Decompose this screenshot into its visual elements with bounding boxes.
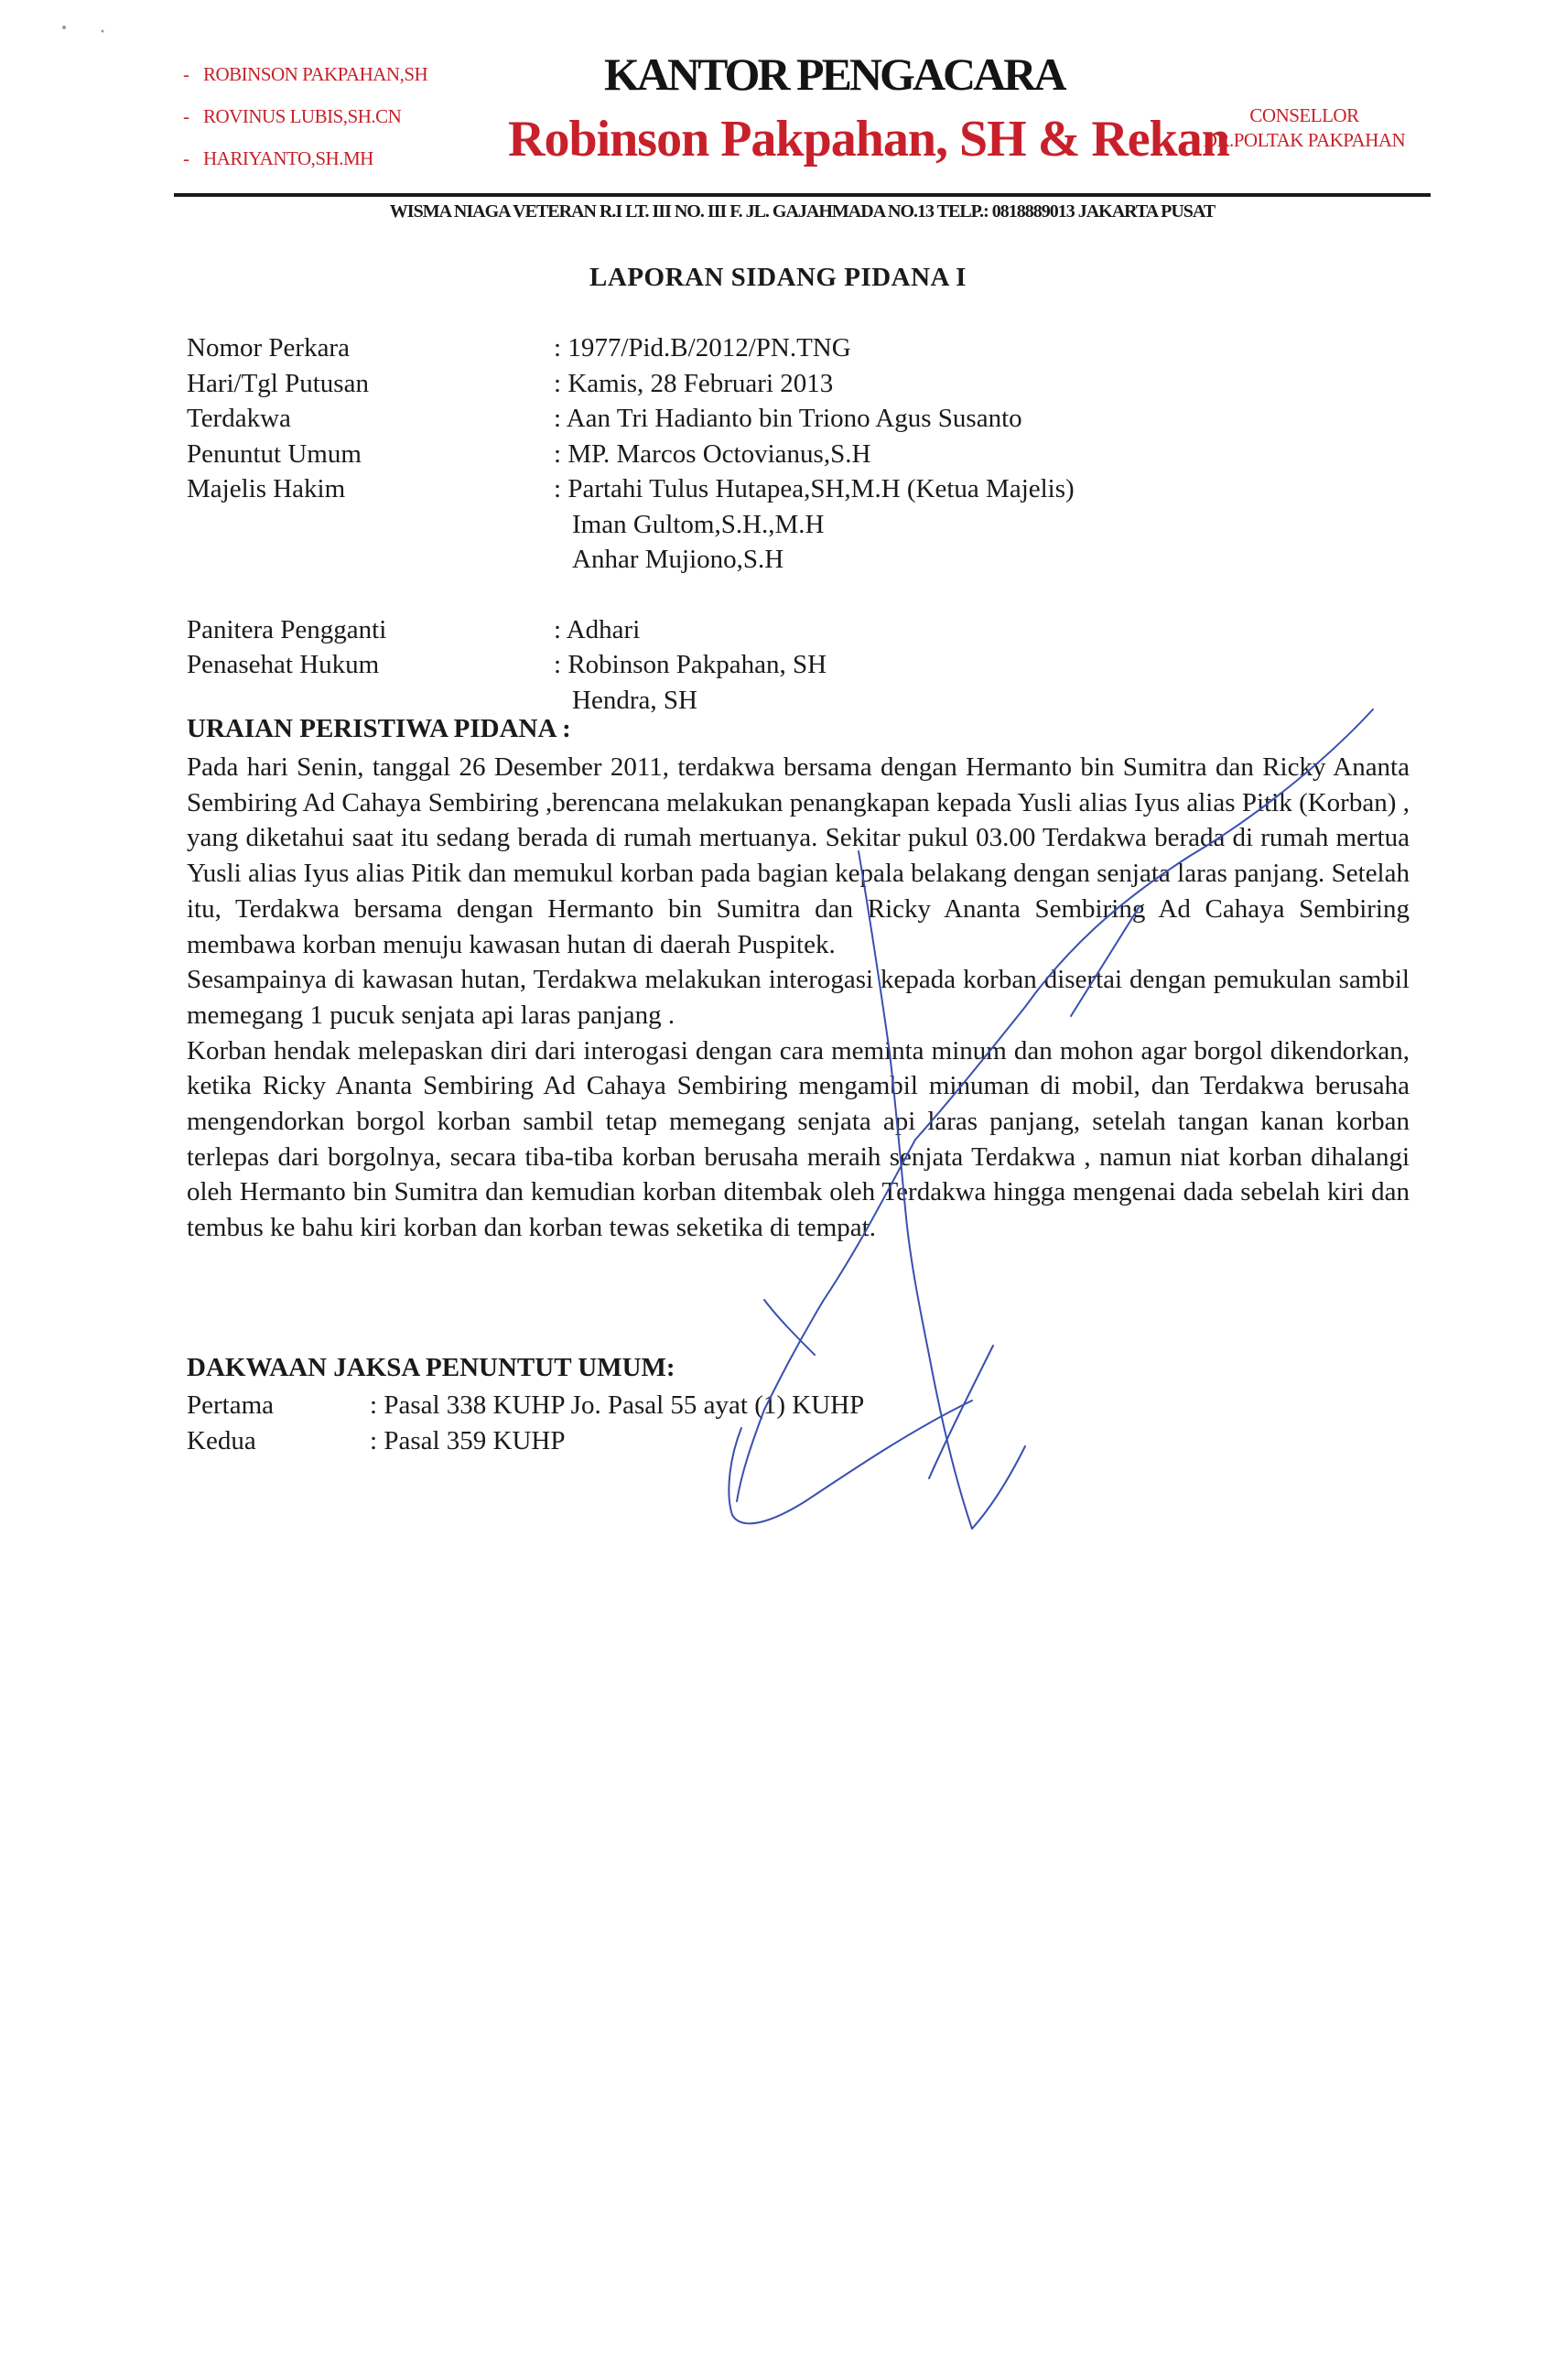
charge-value: : Pasal 338 KUHP Jo. Pasal 55 ayat (1) KUHP xyxy=(370,1390,864,1420)
info-label: Panitera Pengganti xyxy=(187,614,387,644)
charge-label: Kedua xyxy=(187,1425,256,1455)
info-label: Terdakwa xyxy=(187,404,291,433)
info-label: Hari/Tgl Putusan xyxy=(187,368,369,398)
charges-list xyxy=(187,1388,864,1458)
info-row xyxy=(187,330,1075,366)
charges-heading: DAKWAAN JAKSA PENUNTUT UMUM: xyxy=(187,1353,675,1382)
consellor-name: DR.POLTAK PAKPAHAN xyxy=(1203,129,1406,151)
partner-name: - HARIYANTO,SH.MH xyxy=(183,143,427,185)
info-value: : Adhari xyxy=(554,612,1075,648)
info-row xyxy=(187,612,1075,648)
charge-row xyxy=(187,1423,864,1459)
info-row xyxy=(187,437,1075,472)
office-name: Robinson Pakpahan, SH & Rekan xyxy=(508,111,1229,168)
narrative-paragraph: Sesampainya di kawasan hutan, Terdakwa melakukan interogasi kepada korban disertai dengan pemukulan sambil memegang 1 pucuk senjata api laras panjang . xyxy=(187,965,1410,1030)
narrative-paragraph: Pada hari Senin, tanggal 26 Desember 2011, terdakwa bersama dengan Hermanto bin Sumitra dan Ricky Ananta Sembiring Ad Cahaya Sembiring ,berencana melakukan penangkapan kepada Yusli alias Iyus alias Pitik (Korban) , yang diketahui saat itu sedang berada di rumah mertuanya. Sekitar pukul 03.00 Terdakwa berada di rumah mertua Yusli alias Iyus alias Pitik dan memukul korban pada bagian kepala belakang dengan senjata laras panjang. Setelah itu, Terdakwa bersama dengan Hermanto bin Sumitra dan Ricky Ananta Sembiring Ad Cahaya Sembiring membawa korban menuju kawasan hutan di daerah Puspitek. xyxy=(187,752,1410,959)
info-value: : 1977/Pid.B/2012/PN.TNG xyxy=(554,330,1075,366)
report-title: LAPORAN SIDANG PIDANA I xyxy=(589,263,967,292)
narrative-body xyxy=(187,750,1410,1246)
narrative-paragraph: Korban hendak melepaskan diri dari interogasi dengan cara meminta minum dan mohon agar borgol dikendorkan, ketika Ricky Ananta Sembiring Ad Cahaya Sembiring mengambil minuman di mobil, dan Terdakwa berusaha mengendorkan borgol korban sambil tetap memegang senjata api laras panjang, setelah tangan kanan korban terlepas dari borgolnya, secara tiba-tiba korban berusaha meraih senjata Terdakwa , namun niat korban dihalangi oleh Hermanto bin Sumitra dan kemudian korban ditembak oleh Terdakwa hingga mengenai dada sebelah kiri dan tembus ke bahu kiri korban dan korban tewas seketika di tempat. xyxy=(187,1035,1410,1243)
info-value: : Robinson Pakpahan, SH xyxy=(554,647,1075,683)
scan-speck xyxy=(102,30,104,33)
info-row xyxy=(187,647,1075,718)
info-row xyxy=(187,401,1075,437)
consellor-title: CONSELLOR xyxy=(1249,104,1359,126)
scan-speck xyxy=(62,26,66,29)
consellor-block xyxy=(1181,103,1428,153)
info-value: Hendra, SH xyxy=(572,685,697,715)
info-value: Iman Gultom,S.H.,M.H xyxy=(572,509,825,539)
info-value: : Partahi Tulus Hutapea,SH,M.H (Ketua Majelis) xyxy=(554,471,1075,507)
info-label: Majelis Hakim xyxy=(187,474,346,503)
info-label: Nomor Perkara xyxy=(187,333,350,362)
info-value: : Kamis, 28 Februari 2013 xyxy=(554,366,1075,402)
info-label: Penuntut Umum xyxy=(187,438,362,469)
office-address: WISMA NIAGA VETERAN R.I LT. III NO. III F. JL. GAJAHMADA NO.13 TELP.: 0818889013 JAKARTA PUSAT xyxy=(389,201,1216,222)
charge-label: Pertama xyxy=(187,1390,275,1420)
charge-value: : Pasal 359 KUHP xyxy=(370,1426,565,1455)
letterhead-divider xyxy=(174,193,1431,197)
case-info xyxy=(187,330,1075,718)
info-row xyxy=(187,366,1075,402)
charge-row xyxy=(187,1388,864,1423)
partner-list xyxy=(183,59,427,185)
info-row xyxy=(187,471,1075,578)
partner-name: - ROBINSON PAKPAHAN,SH xyxy=(183,59,427,101)
narrative-heading: URAIAN PERISTIWA PIDANA : xyxy=(187,714,571,743)
partner-name: - ROVINUS LUBIS,SH.CN xyxy=(183,101,427,143)
info-value: Anhar Mujiono,S.H xyxy=(572,545,784,574)
info-value: : Aan Tri Hadianto bin Triono Agus Susanto xyxy=(554,401,1075,437)
info-label: Penasehat Hukum xyxy=(187,650,380,679)
office-title: KANTOR PENGACARA xyxy=(604,49,1064,100)
info-value: : MP. Marcos Octovianus,S.H xyxy=(554,437,1075,472)
